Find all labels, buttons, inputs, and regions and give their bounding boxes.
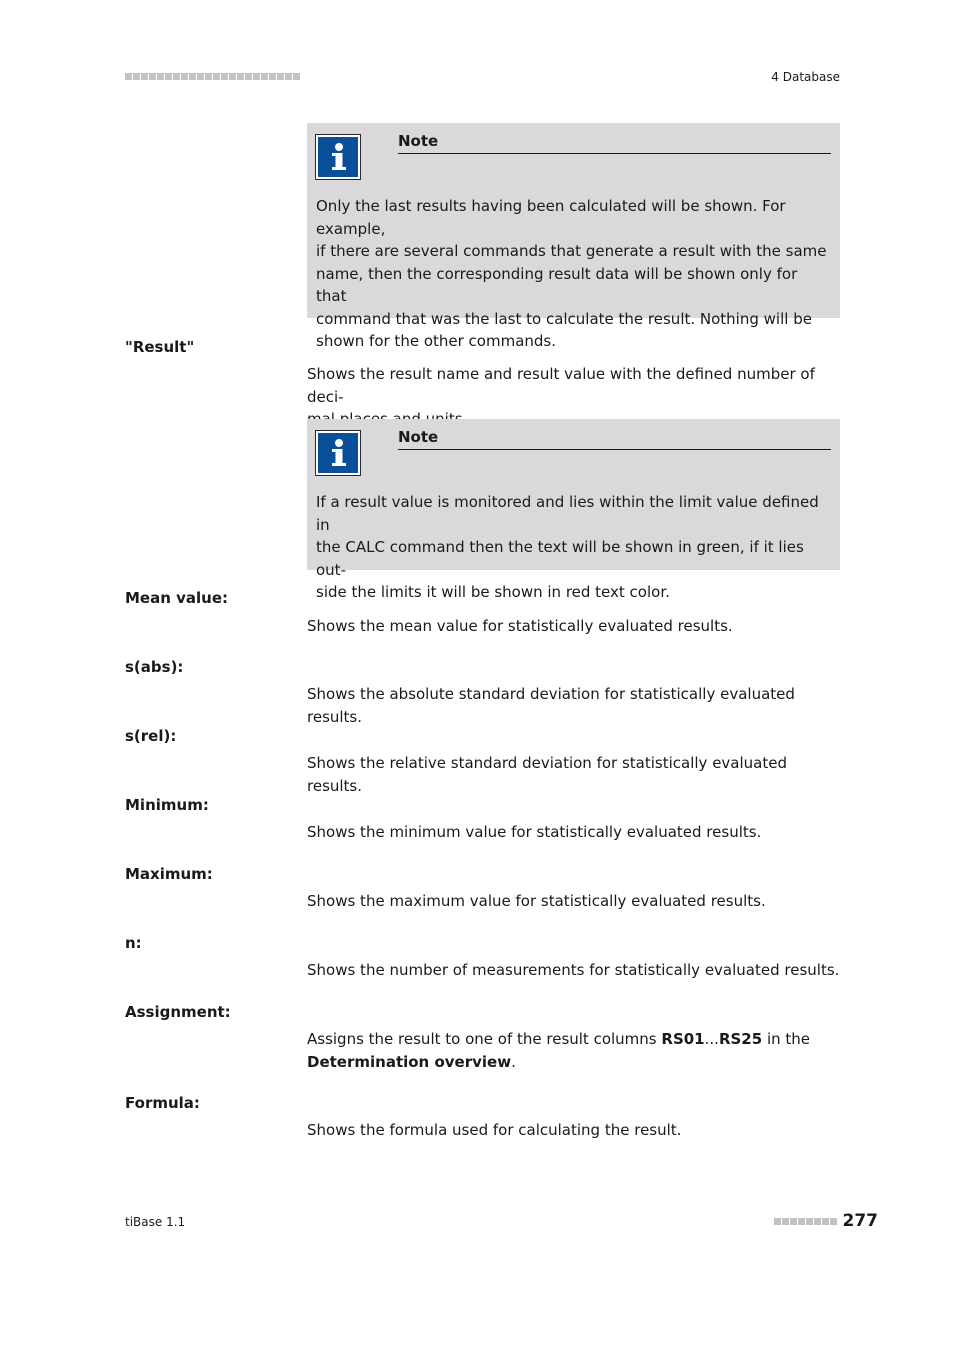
product-name: tiBase 1.1 xyxy=(125,1215,186,1229)
term-maximum: Maximum: xyxy=(125,865,213,883)
footer-decoration xyxy=(774,1218,837,1225)
header-decoration xyxy=(125,73,300,80)
page-footer xyxy=(774,1211,879,1231)
desc-s-abs: Shows the absolute standard deviation for statistically evaluated results. xyxy=(307,685,795,726)
note-title: Note xyxy=(398,428,831,450)
desc-formula: Shows the formula used for calculating the result. xyxy=(307,1121,682,1139)
info-icon xyxy=(316,431,360,475)
term-minimum: Minimum: xyxy=(125,796,209,814)
term-s-abs: s(abs): xyxy=(125,658,184,676)
desc-assignment: Assigns the result to one of the result columns RS01...RS25 in the Determination overview. xyxy=(307,1030,810,1071)
term-assignment: Assignment: xyxy=(125,1003,231,1021)
desc-result: Shows the result name and result value with the defined number of deci- xyxy=(307,365,815,406)
note-text: Only the last results having been calculated will be shown. For example, if there are several commands that generate a result with the same name, then the corresponding result data will be shown only for that command that was the last to calculate the result. Nothing will be shown for the other commands. xyxy=(316,197,827,350)
result-column-first: RS01 xyxy=(661,1030,705,1048)
note-text: If a result value is monitored and lies within the limit value defined in the CALC command then the text will be shown in green, if it lies out- side the limits it will be shown in red text color. xyxy=(316,493,819,601)
term-mean-value: Mean value: xyxy=(125,589,229,607)
desc-mean-value: Shows the mean value for statistically evaluated results. xyxy=(307,617,733,635)
desc-n: Shows the number of measurements for statistically evaluated results. xyxy=(307,961,840,979)
term-s-rel: s(rel): xyxy=(125,727,177,745)
info-icon xyxy=(316,135,360,179)
chapter-title: 4 Database xyxy=(771,70,840,84)
note-box xyxy=(307,123,840,350)
term-n: n: xyxy=(125,934,142,952)
note-box xyxy=(307,419,840,601)
page-number: 277 xyxy=(842,1211,878,1231)
determination-overview-ref: Determination overview xyxy=(307,1052,512,1071)
desc-minimum: Shows the minimum value for statistically evaluated results. xyxy=(307,823,762,841)
desc-s-rel: Shows the relative standard deviation for statistically evaluated results. xyxy=(307,754,787,795)
term-formula: Formula: xyxy=(125,1094,200,1112)
note-title: Note xyxy=(398,132,831,154)
result-column-last: RS25 xyxy=(718,1030,763,1048)
term-result: "Result" xyxy=(125,338,195,356)
desc-maximum: Shows the maximum value for statistically evaluated results. xyxy=(307,892,766,910)
